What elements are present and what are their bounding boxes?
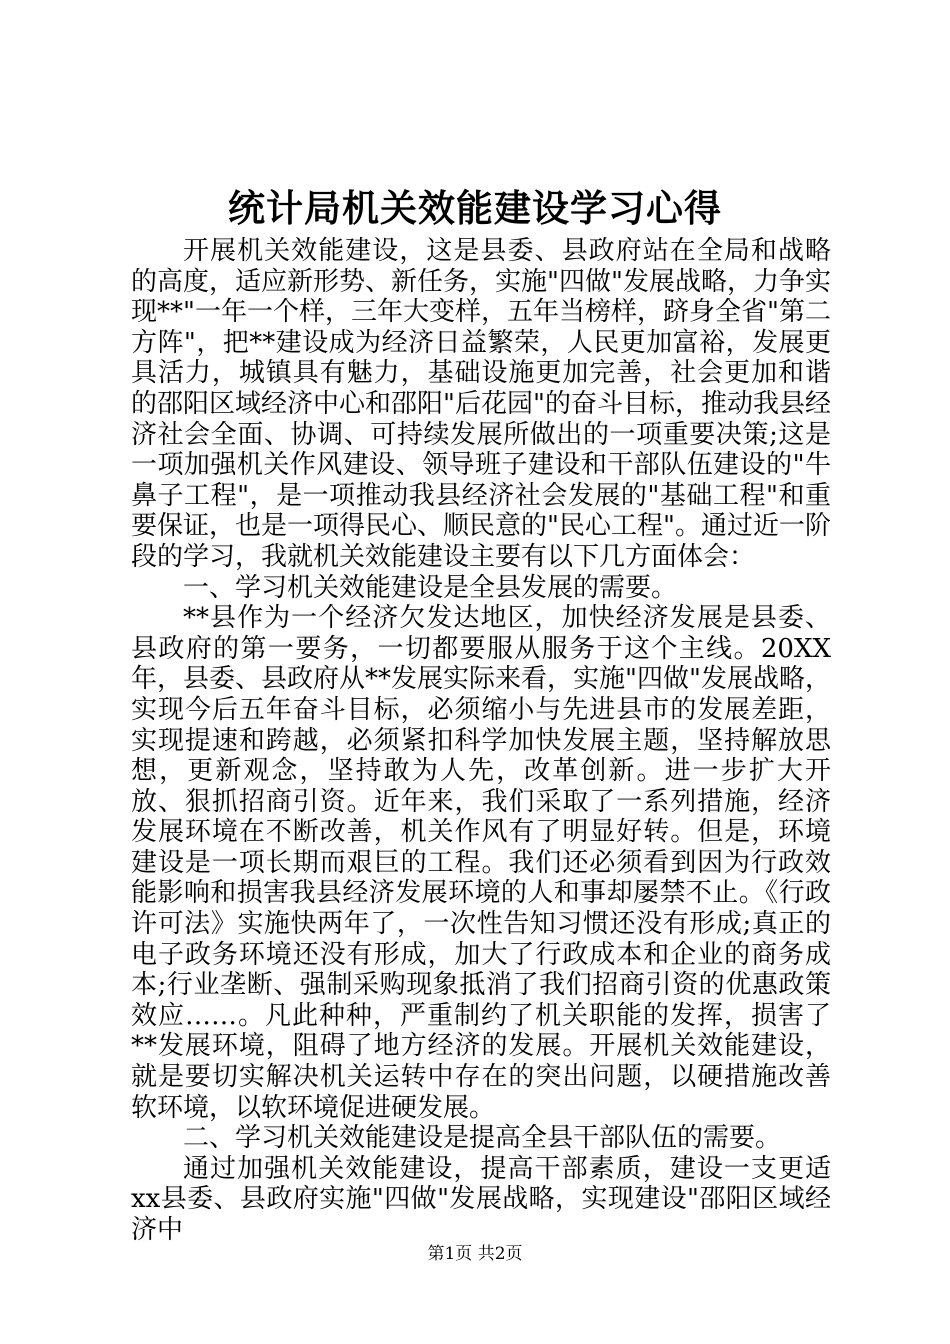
page-footer: 第1页 共2页 — [427, 1244, 523, 1264]
document-title: 统计局机关效能建设学习心得 — [228, 186, 722, 230]
body-paragraph: 开展机关效能建设，这是县委、县政府站在全局和战略的高度，适应新形势、新任务，实施"四做"发展战略，力争实现**"一年一个样，三年大变样，五年当榜样，跻身全省"第二方阵"，把**建设成为经济日益繁荣，人民更加富裕，发展更具活力，城镇具有魅力，基础设施更加完善，社会更加和谐的邵阳区域经济中心和邵阳"后花园"的奋斗目标，推动我县经济社会全面、协调、可持续发展所做出的一项重要决策;这是一项加强机关作风建设、领导班子建设和干部队伍建设的"牛鼻子工程"，是一项推动我县经济社会发展的"基础工程"和重要保证，也是一项得民心、顺民意的"民心工程"。通过近一阶段的学习，我就机关效能建设主要有以下几方面体会： — [131, 236, 831, 572]
section-heading: 一、学习机关效能建设是全县发展的需要。 — [183, 572, 678, 603]
document-body — [131, 236, 831, 1246]
body-paragraph: **县作为一个经济欠发达地区，加快经济发展是县委、县政府的第一要务，一切都要服从服务于这个主线。20XX年，县委、县政府从**发展实际来看，实施"四做"发展战略，实现今后五年奋斗目标，必须缩小与先进县市的发展差距，实现提速和跨越，必须紧扣科学加快发展主题，坚持解放思想，更新观念，坚持敢为人先，改革创新。进一步扩大开放、狠抓招商引资。近年来，我们采取了一系列措施，经济发展环境在不断改善，机关作风有了明显好转。但是，环境建设是一项长期而艰巨的工程。我们还必须看到因为行政效能影响和损害我县经济发展环境的人和事却屡禁不止。《行政许可法》实施快两年了，一次性告知习惯还没有形成;真正的电子政务环境还没有形成，加大了行政成本和企业的商务成本;行业垄断、强制采购现象抵消了我们招商引资的优惠政策效应……。凡此种种，严重制约了机关职能的发挥，损害了**发展环境，阻碍了地方经济的发展。开展机关效能建设，就是要切实解决机关运转中存在的突出问题，以硬措施改善软环境，以软环境促进硬发展。 — [131, 603, 831, 1123]
body-paragraph: 通过加强机关效能建设，提高干部素质，建设一支更适xx县委、县政府实施"四做"发展战略，实现建设"邵阳区域经济中 — [131, 1153, 831, 1245]
section-heading: 二、学习机关效能建设是提高全县干部队伍的需要。 — [183, 1123, 782, 1154]
